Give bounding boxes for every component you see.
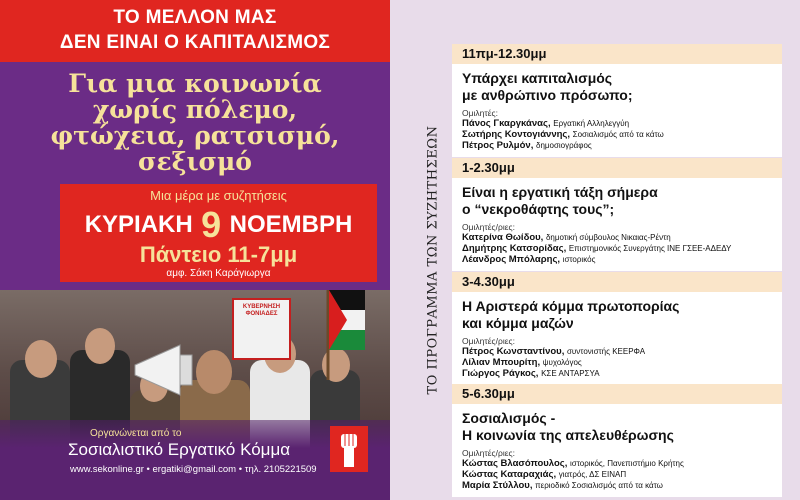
session-title-line-1: Υπάρχει καπιταλισμός — [462, 70, 613, 86]
speaker-affiliation: γιατρός, ΔΣ ΕΙΝΑΠ — [558, 470, 627, 479]
speaker-affiliation: ιστορικός, Πανεπιστήμιο Κρήτης — [570, 459, 684, 468]
header-line-1: ΤΟ ΜΕΛΛΟΝ ΜΑΣ — [113, 7, 277, 28]
session-time: 3-4.30μμ — [452, 272, 782, 292]
program-title: ΤΟ ΠΡΟΓΡΑΜΜΑ ΤΩΝ ΣΥΖΗΤΗΣΕΩΝ — [425, 125, 441, 395]
session-time: 1-2.30μμ — [452, 158, 782, 178]
event-poster — [0, 0, 390, 500]
speakers-label: Ομιλητές: — [462, 108, 498, 118]
speakers-label: Ομιλητές/ριες: — [462, 336, 515, 346]
megaphone-icon — [130, 340, 200, 400]
event-date — [60, 204, 377, 246]
speaker — [462, 140, 772, 151]
speaker-name: Πέτρος Ρυλμόν, — [462, 140, 534, 151]
header-line-2: ΔΕΝ ΕΙΝΑΙ Ο ΚΑΠΙΤΑΛΙΣΜΟΣ — [59, 32, 331, 53]
speakers-label: Ομιλητές/ριες: — [462, 222, 515, 232]
session-3 — [452, 272, 782, 385]
header-band — [0, 0, 390, 62]
speaker-name: Γιώργος Ράγκος, — [462, 368, 539, 379]
organized-by: Οργανώνεται από το — [90, 428, 182, 439]
organizer-contact: www.sekonline.gr • ergatiki@gmail.com • τηλ. 2105221509 — [70, 464, 317, 475]
palestinian-flag-icon — [322, 290, 367, 380]
speaker — [462, 243, 772, 254]
speaker — [462, 458, 772, 469]
organizer-footer — [0, 420, 390, 500]
session-body — [452, 64, 782, 157]
speaker-affiliation: Εργατική Αλληλεγγύη — [553, 119, 630, 128]
speaker — [462, 232, 772, 243]
speaker-affiliation: Σοσιαλισμός από τα κάτω — [572, 130, 664, 139]
event-date-number: 9 — [201, 204, 222, 245]
speaker-name: Δημήτρης Κατσορίδας, — [462, 243, 567, 254]
event-details-box — [60, 184, 377, 282]
speaker — [462, 118, 772, 129]
session-time: 5-6.30μμ — [452, 384, 782, 404]
event-room: αμφ. Σάκη Καράγιωργα — [166, 268, 271, 279]
speaker-name: Λίλιαν Μπουρίτη, — [462, 357, 541, 368]
protest-sign — [232, 298, 291, 360]
event-venue-time: Πάντειο 11-7μμ — [139, 242, 298, 267]
session-title-line-1: Είναι η εργατική τάξη σήμερα — [462, 184, 658, 200]
raised-fist-icon — [330, 426, 368, 472]
event-intro: Μια μέρα με συζητήσεις — [150, 188, 287, 203]
speaker-name: Λέανδρος Μπόλαρης, — [462, 254, 561, 265]
slogan-line-1: Για μια κοινωνία — [68, 69, 322, 98]
speaker-name: Κώστας Βλασόπουλος, — [462, 458, 568, 469]
session-2 — [452, 158, 782, 271]
session-title-line-2: με ανθρώπινο πρόσωπο; — [462, 87, 633, 103]
event-day: ΚΥΡΙΑΚΗ — [84, 211, 193, 238]
speaker-name: Πάνος Γκαργκάνας, — [462, 118, 551, 129]
slogan-line-3: φτώχεια, ρατσισμό, — [50, 121, 340, 150]
speaker — [462, 469, 772, 480]
speaker — [462, 480, 772, 491]
protest-sign-text: ΚΥΒΕΡΝΗΣΗ ΦΟΝΙΑΔΕΣ — [242, 304, 281, 317]
speaker-affiliation: δημοτική σύμβουλος Νικαιας-Ρέντη — [545, 233, 671, 242]
session-title-line-2: ο “νεκροθάφτης τους”; — [462, 201, 615, 217]
speaker — [462, 357, 772, 368]
event-month: ΝΟΕΜΒΡΗ — [229, 211, 353, 238]
organizer-name: Σοσιαλιστικό Εργατικό Κόμμα — [68, 440, 291, 459]
speaker-affiliation: δημοσιογράφος — [535, 141, 592, 150]
speaker — [462, 129, 772, 140]
speaker-name: Πέτρος Κωνσταντίνου, — [462, 346, 565, 357]
session-1 — [452, 44, 782, 157]
session-title-line-1: Σοσιαλισμός - — [462, 410, 556, 426]
session-title-line-2: και κόμμα μαζών — [462, 315, 574, 331]
speaker-name: Κώστας Καταραχιάς, — [462, 469, 557, 480]
slogan-line-2: χωρίς πόλεμο, — [92, 95, 298, 124]
speaker-affiliation: συντονιστής ΚΕΕΡΦΑ — [566, 347, 646, 356]
session-title-line-1: Η Αριστερά κόμμα πρωτοπορίας — [462, 298, 680, 314]
speaker-affiliation: ιστορικός — [562, 255, 596, 264]
session-body — [452, 178, 782, 271]
session-title-line-2: Η κοινωνία της απελευθέρωσης — [462, 427, 674, 443]
speaker — [462, 254, 772, 265]
session-time: 11πμ-12.30μμ — [452, 44, 782, 64]
speaker-affiliation: περιοδικό Σοσιαλισμός από τα κάτω — [535, 481, 663, 490]
speaker — [462, 368, 772, 379]
slogan-line-4: σεξισμό — [138, 147, 252, 176]
speaker — [462, 346, 772, 357]
speaker-name: Μαρία Στύλλου, — [462, 480, 533, 491]
session-body — [452, 292, 782, 385]
session-4 — [452, 384, 782, 497]
session-body — [452, 404, 782, 497]
speaker-affiliation: Επιστημονικός Συνεργάτης ΙΝΕ ΓΣΕΕ-ΑΔΕΔΥ — [568, 244, 732, 253]
speakers-label: Ομιλητές/ριες: — [462, 448, 515, 458]
speaker-affiliation: ψυχολόγος — [542, 358, 582, 367]
speaker-name: Κατερίνα Θωίδου, — [462, 232, 544, 243]
program-sidebar-label — [423, 40, 443, 480]
speaker-name: Σωτήρης Κοντογιάννης, — [462, 129, 570, 140]
speaker-affiliation: ΚΣΕ ΑΝΤΑΡΣΥΑ — [541, 369, 600, 378]
